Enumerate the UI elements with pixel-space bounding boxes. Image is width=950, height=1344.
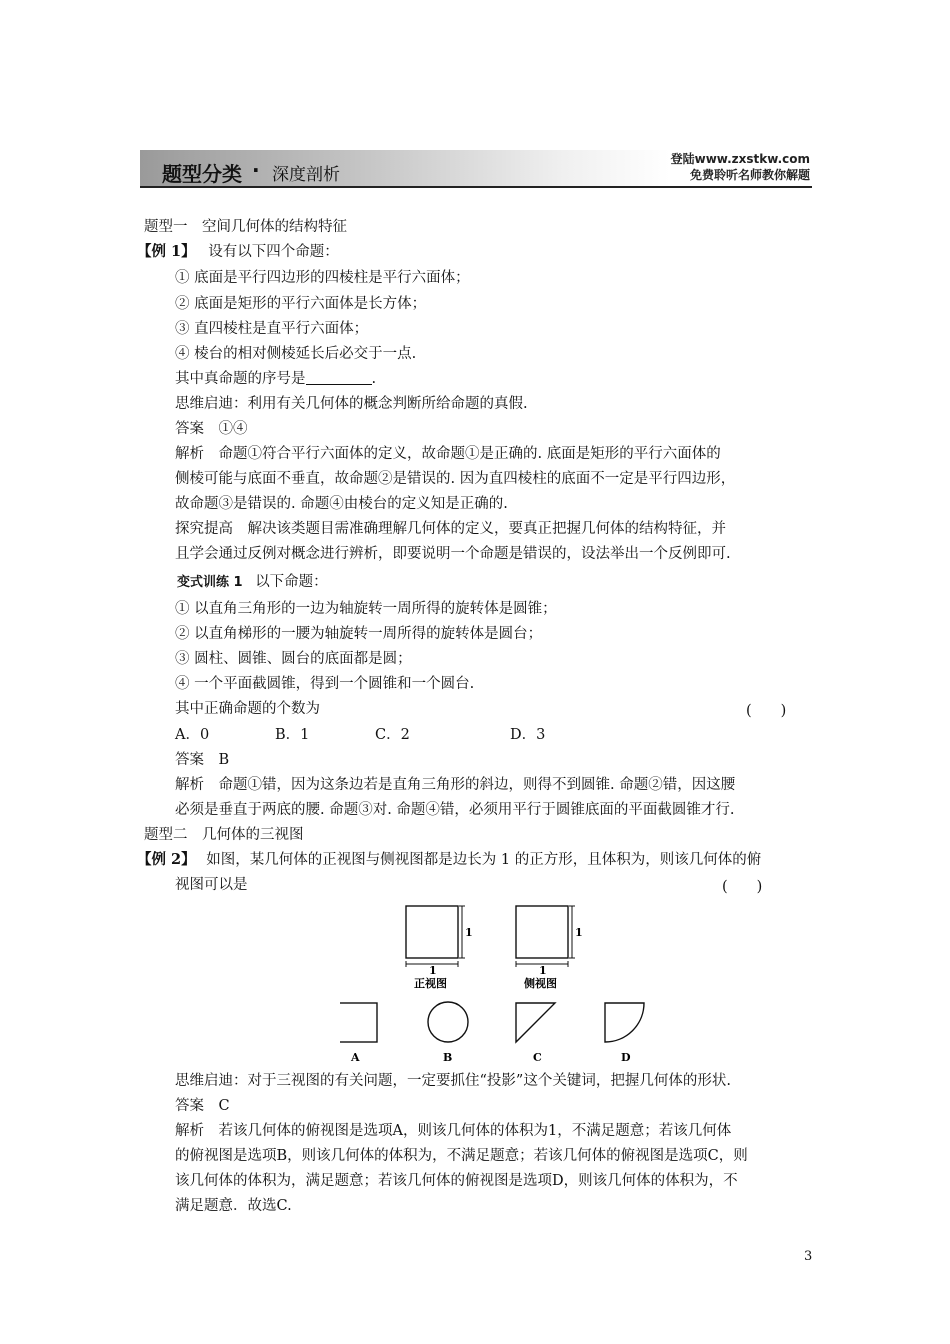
example1-intro: 设有以下四个命题： bbox=[208, 244, 339, 260]
example2-analysis-4: 满足题意．故选C. bbox=[175, 1198, 292, 1214]
variant1-prop-4: ④ 一个平面截圆锥，得到一个圆锥和一个圆台. bbox=[175, 676, 475, 692]
example1-question bbox=[175, 369, 376, 389]
example2-analysis-2: 的俯视图是选项B，则该几何体的体积为，不满足题意；若该几何体的俯视图是选项C，则 bbox=[175, 1148, 748, 1164]
banner-website-line2: 免费聆听名师教你解题 bbox=[689, 168, 810, 182]
front-view-square bbox=[406, 906, 458, 958]
example2-answer-paren: ( ) bbox=[722, 879, 763, 895]
variant1-answer: 答案 B bbox=[175, 752, 230, 768]
example2-line2: 视图可以是 bbox=[175, 877, 248, 893]
section-banner bbox=[140, 148, 812, 188]
example2-analysis-1: 解析 若该几何体的俯视图是选项A，则该几何体的体积为1，不满足题意；若该几何体 bbox=[175, 1123, 732, 1139]
variant1-line bbox=[177, 572, 328, 593]
banner-dot: · bbox=[252, 158, 260, 182]
side-view-label: 侧视图 bbox=[524, 977, 557, 990]
example1-prop-3: ③ 直四棱柱是直平行六面体； bbox=[175, 321, 369, 337]
example1-explore-2: 且学会通过反例对概念进行辨析，即要说明一个命题是错误的，设法举出一个反例即可. bbox=[175, 546, 731, 562]
variant1-choice-a: A．0 bbox=[175, 727, 210, 743]
example1-prop-2: ② 底面是矩形的平行六面体是长方体； bbox=[175, 296, 427, 312]
banner-subtitle: 深度剖析 bbox=[272, 165, 340, 185]
option-c-label: C bbox=[533, 1051, 542, 1064]
variant1-choice-c: C．2 bbox=[375, 727, 410, 743]
variant1-intro: 以下命题： bbox=[255, 574, 328, 590]
example2-text1: 如图，某几何体的正视图与侧视图都是边长为 1 的正方形，且体积为，则该几何体的俯 bbox=[206, 852, 762, 868]
page-number: 3 bbox=[804, 1249, 813, 1264]
example2-tag: 【例 2】 bbox=[137, 851, 196, 868]
option-c-triangle bbox=[516, 1003, 555, 1042]
example1-answer: 答案 ①④ bbox=[175, 421, 248, 437]
variant1-prop-1: ① 以直角三角形的一边为轴旋转一周所得的旋转体是圆锥； bbox=[175, 601, 557, 617]
variant1-question: 其中正确命题的个数为 bbox=[175, 701, 320, 717]
variant1-choice-d: D．3 bbox=[510, 727, 546, 743]
example2-line1 bbox=[137, 850, 761, 870]
example1-question-text: 其中真命题的序号是 bbox=[175, 371, 306, 387]
example1-prop-4: ④ 棱台的相对侧棱延长后必交于一点. bbox=[175, 346, 417, 362]
side-height-label: 1 bbox=[575, 926, 583, 939]
variant1-tag: 变式训练 1 bbox=[177, 575, 243, 590]
front-height-label: 1 bbox=[465, 926, 473, 939]
variant1-prop-2: ② 以直角梯形的一腰为轴旋转一周所得的旋转体是圆台； bbox=[175, 626, 543, 642]
option-b-label: B bbox=[443, 1051, 453, 1064]
variant1-answer-paren: ( ) bbox=[746, 703, 787, 719]
banner-title: 题型分类 bbox=[162, 162, 242, 186]
example1-tag: 【例 1】 bbox=[137, 243, 196, 260]
variant1-choice-b: B．1 bbox=[275, 727, 310, 743]
side-view-square bbox=[516, 906, 568, 958]
option-a-square bbox=[340, 1003, 377, 1042]
example1-line bbox=[137, 242, 339, 262]
example1-thinking: 思维启迪：利用有关几何体的概念判断所给命题的真假. bbox=[175, 396, 528, 412]
three-view-figure bbox=[340, 898, 680, 1068]
example1-analysis-2: 侧棱可能与底面不垂直，故命题②是错误的. 因为直四棱柱的底面不一定是平行四边形， bbox=[175, 471, 736, 487]
example2-answer: 答案 C bbox=[175, 1098, 230, 1114]
example1-analysis-3: 故命题③是错误的. 命题④由棱台的定义知是正确的. bbox=[175, 496, 508, 512]
example1-explore-1: 探究提高 解决该类题目需准确理解几何体的定义，要真正把握几何体的结构特征，并 bbox=[175, 521, 726, 537]
example2-analysis-3: 该几何体的体积为，满足题意；若该几何体的俯视图是选项D，则该几何体的体积为，不 bbox=[175, 1173, 738, 1189]
example1-analysis-1: 解析 命题①符合平行六面体的定义，故命题①是正确的. 底面是矩形的平行六面体的 bbox=[175, 446, 721, 462]
option-b-circle bbox=[428, 1002, 468, 1042]
variant1-analysis-2: 必须是垂直于两底的腰. 命题③对. 命题④错，必须用平行于圆锥底面的平面截圆锥才行. bbox=[175, 802, 735, 818]
option-a-label: A bbox=[351, 1051, 360, 1064]
example2-thinking: 思维启迪：对于三视图的有关问题，一定要抓住“投影”这个关键词，把握几何体的形状. bbox=[175, 1073, 731, 1089]
section2-heading: 题型二 几何体的三视图 bbox=[144, 827, 304, 843]
front-width-label: 1 bbox=[429, 964, 437, 977]
variant1-prop-3: ③ 圆柱、圆锥、圆台的底面都是圆； bbox=[175, 651, 412, 667]
option-d-label: D bbox=[621, 1051, 631, 1064]
option-d-quarter-circle bbox=[605, 1003, 644, 1042]
answer-blank bbox=[306, 370, 372, 385]
example1-prop-1: ① 底面是平行四边形的四棱柱是平行六面体； bbox=[175, 270, 470, 286]
banner-website bbox=[671, 151, 810, 183]
side-width-label: 1 bbox=[539, 964, 547, 977]
variant1-analysis-1: 解析 命题①错，因为这条边若是直角三角形的斜边，则得不到圆锥. 命题②错，因这腰 bbox=[175, 777, 736, 793]
banner-website-line1: 登陆www.zxstkw.com bbox=[670, 152, 810, 166]
front-view-label: 正视图 bbox=[414, 977, 447, 990]
example1-question-end: . bbox=[371, 371, 377, 387]
section1-heading: 题型一 空间几何体的结构特征 bbox=[144, 219, 347, 235]
